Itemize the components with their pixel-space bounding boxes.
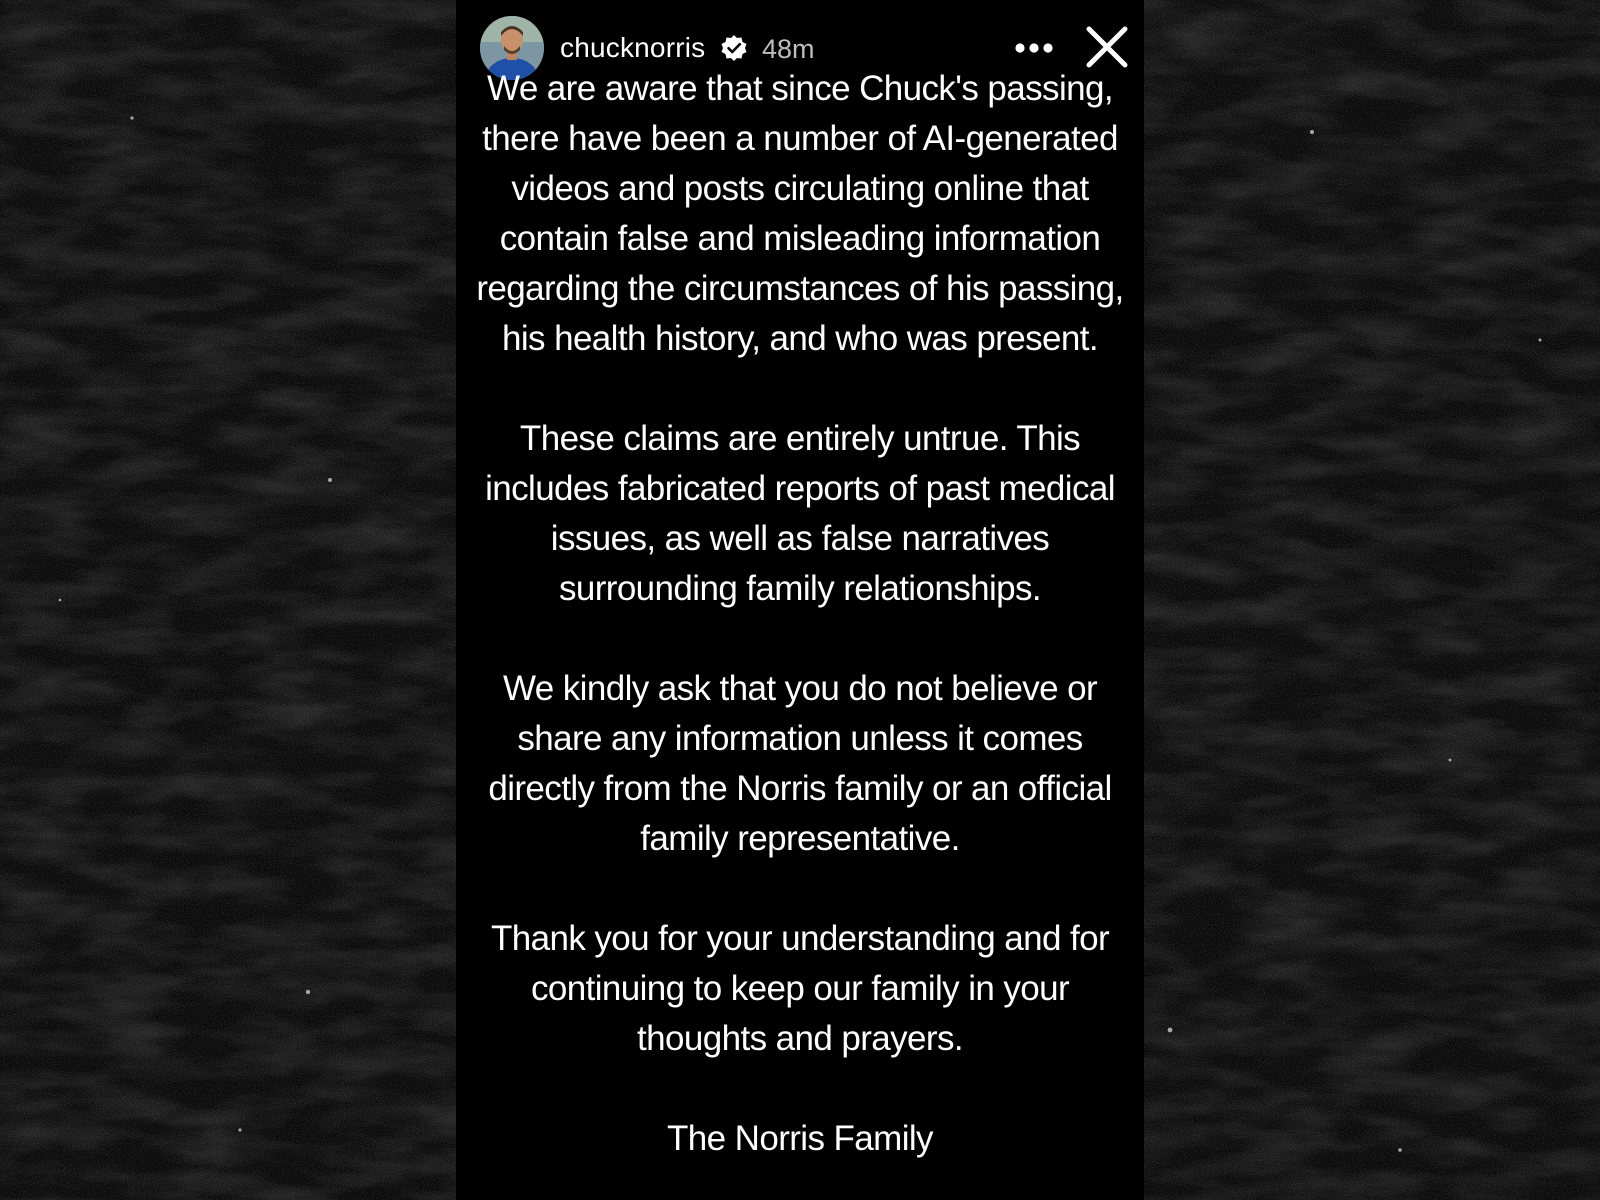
statement-paragraph-1: We are aware that since Chuck's passing, there have been a number of AI-generated videos and posts circulating online that contain false and misleading information regarding the circumstances of his passing, his health history, and who was present. [476, 69, 1124, 358]
statement-paragraph-4: Thank you for your understanding and for continuing to keep our family in your thoughts and prayers. [490, 919, 1110, 1058]
statement-paragraph-3: We kindly ask that you do not believe or share any information unless it comes directly from the Norris family or an official family representative. [488, 669, 1112, 858]
statement-paragraph-2: These claims are entirely untrue. This includes fabricated reports of past medical issues, as well as false narratives surrounding family relationships. [485, 419, 1115, 608]
verified-badge-icon [720, 34, 748, 62]
story-statement-text [470, 64, 1130, 1164]
account-username[interactable]: chucknorris [560, 32, 706, 63]
post-time-ago: 48m [762, 34, 815, 64]
more-options-icon[interactable] [1008, 28, 1060, 68]
story-panel [456, 0, 1144, 1200]
statement-signature: The Norris Family [667, 1119, 933, 1158]
